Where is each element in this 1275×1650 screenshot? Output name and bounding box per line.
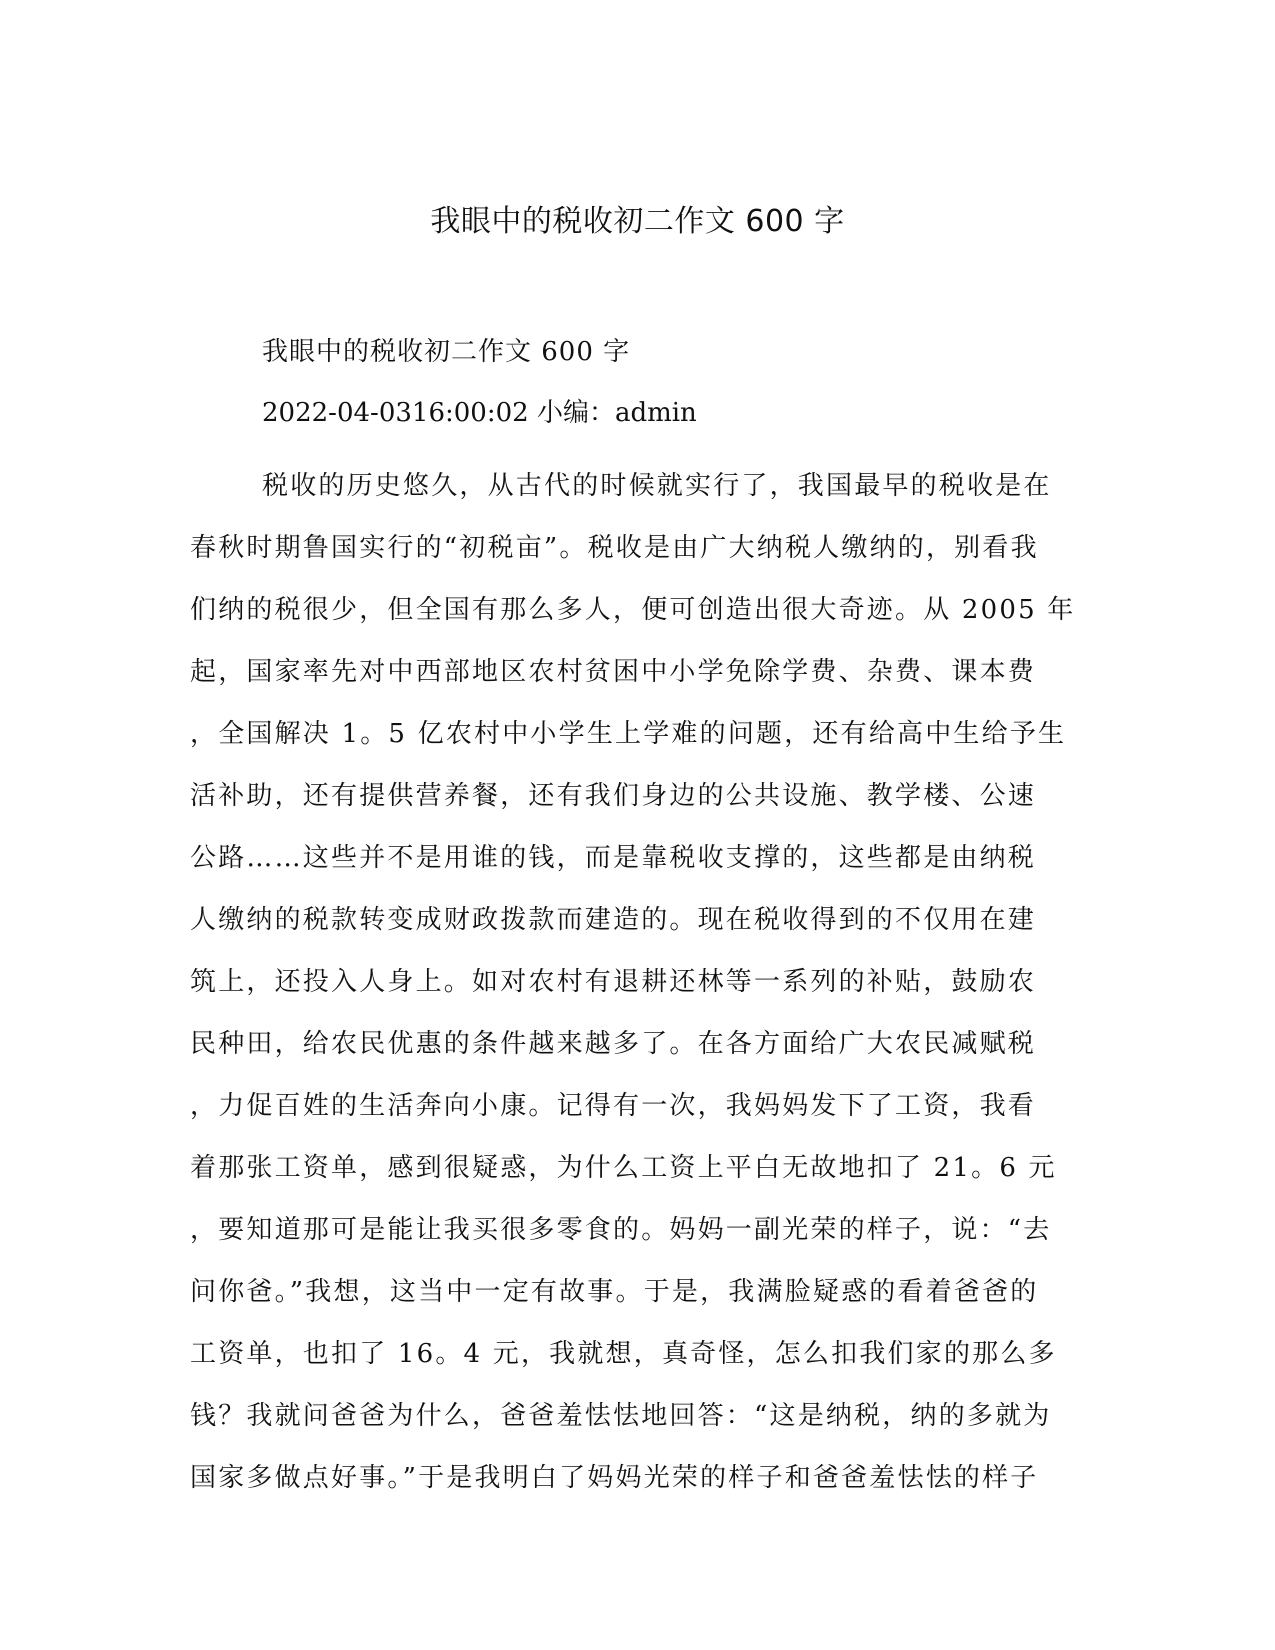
paragraph-line: 们纳的税很少，但全国有那么多人，便可创造出很大奇迹。从 2005 年 [190, 595, 1076, 625]
article-title-line: 我眼中的税收初二作文 600 字 [262, 337, 631, 367]
paragraph-line: 税收的历史悠久，从古代的时候就实行了，我国最早的税收是在 [262, 471, 1052, 501]
paragraph-line: ，力促百姓的生活奔向小康。记得有一次，我妈妈发下了工资，我看 [190, 1091, 1037, 1121]
paragraph-line: ，全国解决 1。5 亿农村中小学生上学难的问题，还有给高中生给予生 [190, 719, 1067, 749]
paragraph-line: ，要知道那可是能让我买很多零食的。妈妈一副光荣的样子，说：“去 [190, 1215, 1052, 1245]
date-author-line: 2022-04-0316:00:02 小编：admin [262, 398, 697, 428]
paragraph-line: 问你爸。”我想，这当中一定有故事。于是，我满脸疑惑的看着爸爸的 [190, 1277, 1039, 1307]
document-title: 我眼中的税收初二作文 600 字 [430, 204, 845, 239]
paragraph-line: 钱？我就问爸爸为什么，爸爸羞怯怯地回答：“这是纳税，纳的多就为 [190, 1401, 1052, 1431]
paragraph-line: 工资单，也扣了 16。4 元，我就想，真奇怪，怎么扣我们家的那么多 [190, 1339, 1057, 1369]
paragraph-line: 人缴纳的税款转变成财政拨款而建造的。现在税收得到的不仅用在建 [190, 905, 1037, 935]
body-paragraph [190, 455, 1076, 1509]
paragraph-line: 春秋时期鲁国实行的“初税亩”。税收是由广大纳税人缴纳的，别看我 [190, 533, 1039, 563]
paragraph-line: 起，国家率先对中西部地区农村贫困中小学免除学费、杂费、课本费 [190, 657, 1037, 687]
paragraph-line: 筑上，还投入人身上。如对农村有退耕还林等一系列的补贴，鼓励农 [190, 967, 1037, 997]
paragraph-line: 公路……这些并不是用谁的钱，而是靠税收支撑的，这些都是由纳税 [190, 843, 1037, 873]
paragraph-line: 活补助，还有提供营养餐，还有我们身边的公共设施、教学楼、公速 [190, 781, 1037, 811]
paragraph-line: 民种田，给农民优惠的条件越来越多了。在各方面给广大农民减赋税 [190, 1029, 1037, 1059]
paragraph-line: 着那张工资单，感到很疑惑，为什么工资上平白无故地扣了 21。6 元 [190, 1153, 1057, 1183]
paragraph-line: 国家多做点好事。”于是我明白了妈妈光荣的样子和爸爸羞怯怯的样子 [190, 1463, 1039, 1493]
